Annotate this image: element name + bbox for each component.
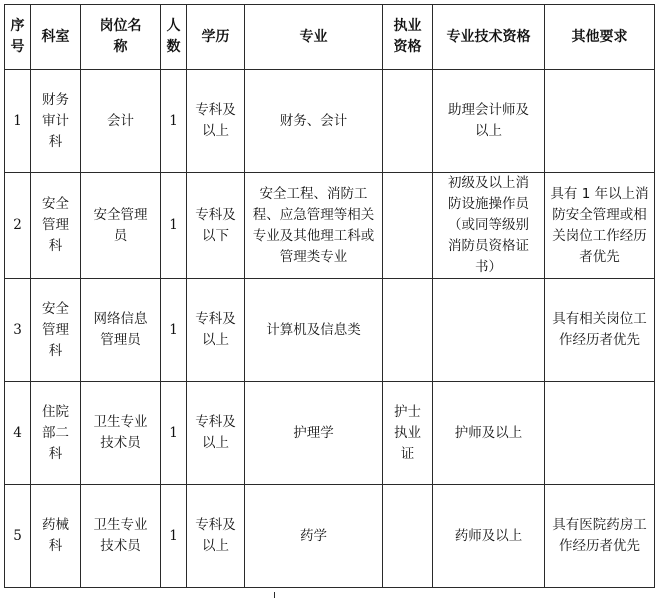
header-other: 其他要求 bbox=[545, 5, 655, 70]
cell-license: 护士执业证 bbox=[383, 382, 433, 485]
cell-position: 卫生专业技术员 bbox=[81, 382, 161, 485]
cell-other bbox=[545, 70, 655, 173]
cell-seq: 3 bbox=[5, 279, 31, 382]
table-continuation-mark bbox=[274, 592, 275, 598]
recruitment-table bbox=[4, 4, 655, 588]
cell-license bbox=[383, 485, 433, 588]
table-row bbox=[5, 173, 655, 279]
header-qualification: 专业技术资格 bbox=[433, 5, 545, 70]
cell-seq: 1 bbox=[5, 70, 31, 173]
cell-seq: 4 bbox=[5, 382, 31, 485]
cell-license bbox=[383, 279, 433, 382]
cell-qualification: 初级及以上消防设施操作员（或同等级别消防员资格证书） bbox=[433, 173, 545, 279]
cell-major: 安全工程、消防工程、应急管理等相关专业及其他理工科或管理类专业 bbox=[245, 173, 383, 279]
cell-major: 计算机及信息类 bbox=[245, 279, 383, 382]
header-position: 岗位名称 bbox=[81, 5, 161, 70]
table-row bbox=[5, 382, 655, 485]
cell-dept: 住院部二科 bbox=[31, 382, 81, 485]
header-education: 学历 bbox=[187, 5, 245, 70]
cell-other: 具有相关岗位工作经历者优先 bbox=[545, 279, 655, 382]
cell-license bbox=[383, 70, 433, 173]
table-row bbox=[5, 485, 655, 588]
cell-count: 1 bbox=[161, 279, 187, 382]
header-count: 人数 bbox=[161, 5, 187, 70]
cell-education: 专科及以上 bbox=[187, 279, 245, 382]
header-major: 专业 bbox=[245, 5, 383, 70]
header-license: 执业资格 bbox=[383, 5, 433, 70]
cell-dept: 安全管理科 bbox=[31, 279, 81, 382]
cell-dept: 财务审计科 bbox=[31, 70, 81, 173]
cell-education: 专科及以下 bbox=[187, 173, 245, 279]
cell-dept: 药械科 bbox=[31, 485, 81, 588]
cell-other: 具有 1 年以上消防安全管理或相关岗位工作经历者优先 bbox=[545, 173, 655, 279]
cell-count: 1 bbox=[161, 485, 187, 588]
cell-position: 网络信息管理员 bbox=[81, 279, 161, 382]
cell-license bbox=[383, 173, 433, 279]
cell-count: 1 bbox=[161, 173, 187, 279]
cell-count: 1 bbox=[161, 382, 187, 485]
cell-qualification: 护师及以上 bbox=[433, 382, 545, 485]
cell-other bbox=[545, 382, 655, 485]
cell-major: 护理学 bbox=[245, 382, 383, 485]
table-row bbox=[5, 279, 655, 382]
cell-major: 财务、会计 bbox=[245, 70, 383, 173]
cell-position: 安全管理员 bbox=[81, 173, 161, 279]
cell-education: 专科及以上 bbox=[187, 382, 245, 485]
table-row bbox=[5, 70, 655, 173]
cell-other: 具有医院药房工作经历者优先 bbox=[545, 485, 655, 588]
cell-major: 药学 bbox=[245, 485, 383, 588]
table-header-row bbox=[5, 5, 655, 70]
cell-qualification: 药师及以上 bbox=[433, 485, 545, 588]
cell-position: 卫生专业技术员 bbox=[81, 485, 161, 588]
cell-dept: 安全管理科 bbox=[31, 173, 81, 279]
cell-education: 专科及以上 bbox=[187, 70, 245, 173]
cell-education: 专科及以上 bbox=[187, 485, 245, 588]
cell-qualification bbox=[433, 279, 545, 382]
header-dept: 科室 bbox=[31, 5, 81, 70]
cell-count: 1 bbox=[161, 70, 187, 173]
cell-seq: 2 bbox=[5, 173, 31, 279]
cell-qualification: 助理会计师及以上 bbox=[433, 70, 545, 173]
header-seq: 序号 bbox=[5, 5, 31, 70]
cell-seq: 5 bbox=[5, 485, 31, 588]
cell-position: 会计 bbox=[81, 70, 161, 173]
